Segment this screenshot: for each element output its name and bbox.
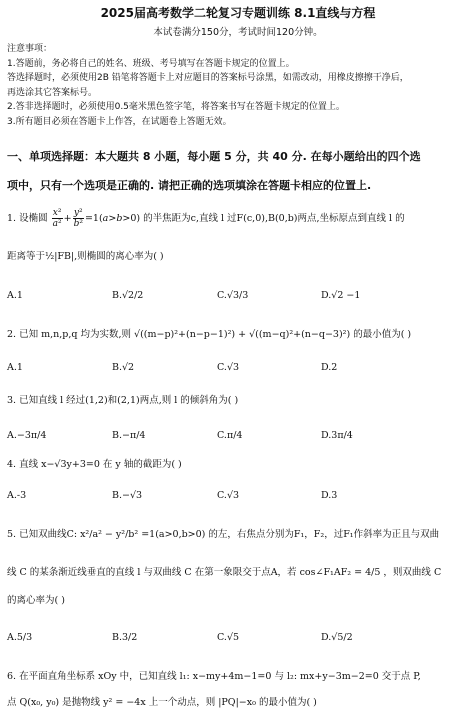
option-d[interactable]: D.√5/2 <box>321 632 353 643</box>
option-b[interactable]: B.3/2 <box>112 632 138 643</box>
question-4-options <box>7 490 473 510</box>
question-5-line2: 线 C 的某条渐近线垂直的直线 l 与双曲线 C 在第一象限交于点A，若 cos∠F₁AF₂ = 4/5 ，则双曲线 C <box>7 567 442 578</box>
question-6-line1: 6. 在平面直角坐标系 xOy 中，已知直线 l₁: x−my+4m−1=0 与 l₂: mx+y−3m−2=0 交于点 P, <box>7 671 421 682</box>
notice-line: 再选涂其它答案标号。 <box>7 87 98 98</box>
notice-line: 1.答题前，务必将自己的姓名、班级、考号填写在答题卡规定的位置上。 <box>7 58 295 69</box>
notice-line: 3.所有题目必须在答题卡上作答，在试题卷上答题无效。 <box>7 116 232 127</box>
option-a[interactable]: A.-3 <box>7 490 27 501</box>
option-d[interactable]: D.√2 −1 <box>321 290 361 301</box>
notice-line: 2.答非选择题时，必须使用0.5毫米黑色签字笔，将答案书写在答题卡规定的位置上。 <box>7 102 345 112</box>
question-1-prefix: 1. 设椭圆 <box>7 213 48 224</box>
question-3: 3. 已知直线 l 经过(1,2)和(2,1)两点,则 l 的倾斜角为( ) <box>7 395 239 406</box>
option-b[interactable]: B.−√3 <box>112 490 143 501</box>
question-1-options <box>7 290 473 310</box>
question-5-line1: 5. 已知双曲线C: x²/a² − y²/b² =1(a>0,b>0) 的左，右焦点分别为F₁，F₂，过F₁作斜率为正且与双曲 <box>7 529 440 540</box>
notice-heading: 注意事项： <box>7 44 53 54</box>
option-c[interactable]: C.√3/3 <box>217 290 249 301</box>
question-1: 1. 设椭圆 $\frac{\text{x²}}{\text{a²}}$ + $\frac{\text{y²}}{\text{b²}}$ =1(a>b>0) 的半焦距为c,直线 l 过F(c,0),B(0,b)两点,坐标原点到直线 l 的 <box>7 208 405 229</box>
option-c[interactable]: C.√3 <box>217 490 240 501</box>
option-c[interactable]: C.π/4 <box>217 430 243 441</box>
option-d[interactable]: D.3 <box>321 490 338 501</box>
question-2-options <box>7 362 473 382</box>
section-heading-line2: 项中，只有一个选项是正确的. 请把正确的选项填涂在答题卡相应的位置上. <box>7 179 372 192</box>
question-5-options <box>7 632 473 652</box>
option-c[interactable]: C.√3 <box>217 362 240 373</box>
page-title: 2025届高考数学二轮复习专题训练 8.1直线与方程 <box>100 6 376 20</box>
question-5-line3: 的离心率为( ) <box>7 595 65 606</box>
section-heading-line1: 一、单项选择题：本大题共 8 小题，每小题 5 分，共 40 分. 在每小题给出的四个选 <box>7 150 421 163</box>
question-1-text: 的半焦距为c,直线 l 过F(c,0),B(0,b)两点,坐标原点到直线 l 的 <box>143 213 405 224</box>
option-b[interactable]: B.−π/4 <box>112 430 146 441</box>
ellipse-x-term: $\frac{\text{x²}}{\text{a²}}$ <box>52 208 62 229</box>
exam-info: 本试卷满分150分，考试时间120分钟。 <box>153 27 323 38</box>
question-3-options <box>7 430 473 450</box>
option-d[interactable]: D.3π/4 <box>321 430 353 441</box>
option-a[interactable]: A.5/3 <box>7 632 33 643</box>
question-6-line2: 点 Q(x₀, y₀) 是抛物线 y² = −4x 上一个动点，则 |PQ|−x₀ 的最小值为( ) <box>7 697 317 708</box>
option-d[interactable]: D.2 <box>321 362 338 373</box>
option-b[interactable]: B.√2 <box>112 362 135 373</box>
question-1-line2: 距离等于½|FB|,则椭圆的离心率为( ) <box>7 251 164 262</box>
option-a[interactable]: A.−3π/4 <box>7 430 47 441</box>
question-4: 4. 直线 x−√3y+3=0 在 y 轴的截距为( ) <box>7 459 182 470</box>
option-b[interactable]: B.√2/2 <box>112 290 144 301</box>
question-2: 2. 已知 m,n,p,q 均为实数,则 √((m−p)²+(n−p−1)²) + √((m−q)²+(n−q−3)²) 的最小值为( ) <box>7 329 412 340</box>
option-a[interactable]: A.1 <box>7 362 23 373</box>
option-a[interactable]: A.1 <box>7 290 23 301</box>
option-c[interactable]: C.√5 <box>217 632 240 643</box>
notice-line: 答选择题时，必须使用2B 铅笔将答题卡上对应题目的答案标号涂黑，如需改动，用橡皮擦擦干净后， <box>7 73 409 83</box>
notice-block <box>7 42 473 129</box>
ellipse-y-term: $\frac{\text{y²}}{\text{b²}}$ <box>73 208 83 229</box>
